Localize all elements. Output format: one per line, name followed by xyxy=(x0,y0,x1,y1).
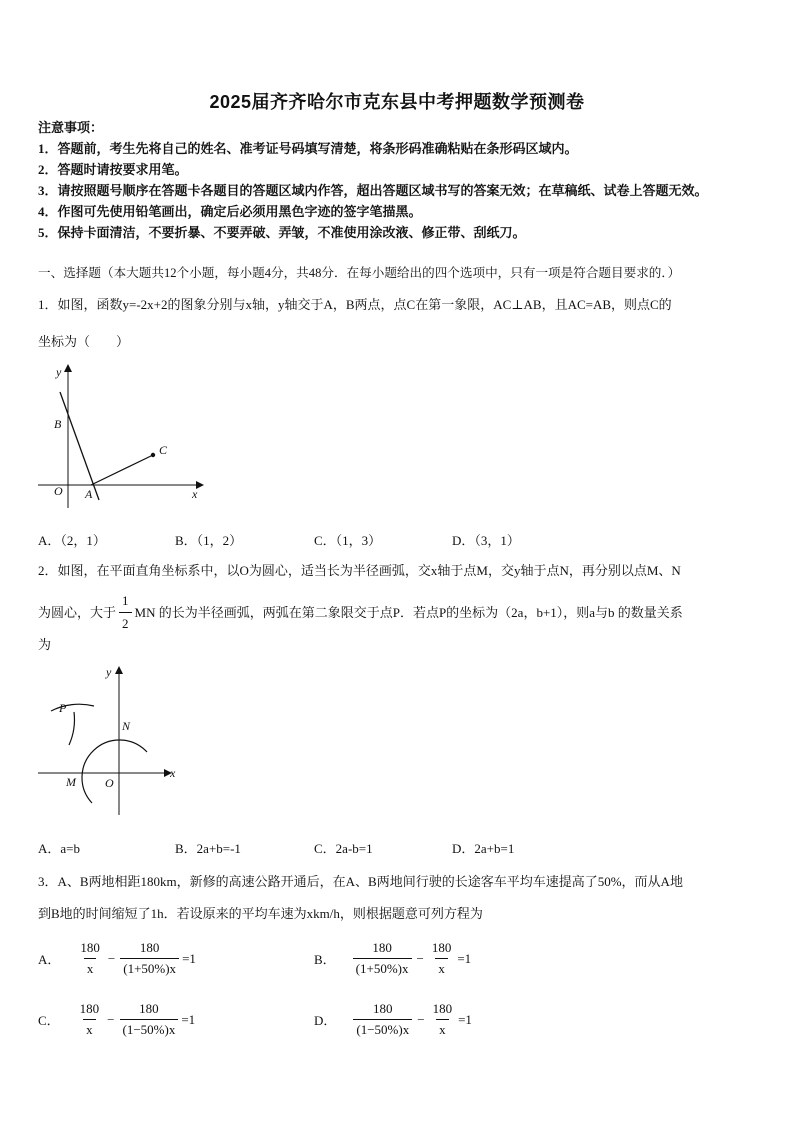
q3-rhs: =1 xyxy=(458,1011,472,1027)
q3-option-a[interactable] xyxy=(38,940,196,977)
q3-stem-line2: 到B地的时间缩短了1h．若设原来的平均车速为xkm/h，则根据题意可列方程为 xyxy=(38,906,483,921)
q1-label-o: O xyxy=(54,484,63,498)
q2-label-y: y xyxy=(106,665,112,679)
q3-fraction-num: 180 xyxy=(79,1001,100,1016)
q2-label-p: P xyxy=(59,701,67,715)
q3-option-label: B． xyxy=(314,952,336,967)
notice-item: 5．保持卡面清洁，不要折暴、不要弄破、弄皱，不准使用涂改液、修正带、刮纸刀。 xyxy=(38,225,526,240)
q3-option-d[interactable] xyxy=(314,1001,472,1038)
q3-minus: − xyxy=(416,950,424,966)
q2-option-a[interactable]: A．a=b xyxy=(38,841,80,856)
q3-fraction-num: 180 xyxy=(431,940,452,955)
notice-item: 1．答题前，考生先将自己的姓名、准考证号码填写清楚，将条形码准确粘贴在条形码区域内。 xyxy=(38,141,578,156)
q3-fraction xyxy=(429,940,455,977)
q3-stem-line1: 3．A、B两地相距180km，新修的高速公路开通后，在A、B两地间行驶的长途客车平均车速提高了50%，而从A地 xyxy=(38,874,683,889)
notice-item: 2．答题时请按要求用笔。 xyxy=(38,162,188,177)
q3-fraction xyxy=(430,1001,456,1038)
q1-label-b: B xyxy=(54,417,62,431)
q1-label-y: y xyxy=(56,365,62,379)
q2-option-b[interactable]: B．2a+b=-1 xyxy=(175,841,241,856)
q3-rhs: =1 xyxy=(182,950,196,966)
q3-option-b[interactable] xyxy=(314,940,471,977)
page-title: 2025届齐齐哈尔市克东县中考押题数学预测卷 xyxy=(209,92,585,112)
q3-rhs: =1 xyxy=(457,950,472,966)
q2-arc-from-n xyxy=(51,704,94,711)
q2-arc-from-m xyxy=(69,712,74,745)
q2-label-o: O xyxy=(105,776,114,790)
section-heading: 一、选择题（本大题共12个小题，每小题4分，共48分．在每小题给出的四个选项中，只有一项是符合题目要求的．） xyxy=(38,266,681,280)
q1-option-a[interactable]: A．（2，1） xyxy=(38,533,106,548)
q3-option-label: C． xyxy=(38,1013,60,1028)
q3-fraction-num: 180 xyxy=(80,940,100,955)
q1-option-d[interactable]: D．（3，1） xyxy=(452,533,520,548)
q2-fraction xyxy=(119,592,132,633)
q1-option-b[interactable]: B．（1，2） xyxy=(175,533,243,548)
q2-stem-line2-post: MN 的长为半径画弧，两弧在第二象限交于点P．若点P的坐标为（2a，b+1），则a与b 的数量关系 xyxy=(134,604,683,620)
q3-fraction-num: 180 xyxy=(139,940,160,955)
q2-label-n: N xyxy=(122,719,131,733)
q1-option-c[interactable]: C．（1，3） xyxy=(314,533,382,548)
q3-option-label: D． xyxy=(314,1013,337,1028)
q3-fraction xyxy=(353,940,412,977)
q3-minus: − xyxy=(107,950,116,966)
q3-fraction xyxy=(120,1001,179,1038)
q1-stem-line1: 1．如图，函数y=-2x+2的图象分别与x轴，y轴交于A，B两点，点C在第一象限，AC⊥AB，且AC=AB，则点C的 xyxy=(38,297,672,312)
q3-fraction xyxy=(120,940,179,977)
q3-rhs: =1 xyxy=(181,1011,196,1027)
q2-stem-line2-pre: 为圆心，大于 xyxy=(38,604,117,620)
q2-option-c[interactable]: C．2a-b=1 xyxy=(314,841,373,856)
q3-option-c[interactable] xyxy=(38,1001,195,1038)
q3-fraction xyxy=(77,940,103,977)
q2-label-x: x xyxy=(170,766,176,780)
q1-label-a: A xyxy=(85,487,93,501)
q1-figure xyxy=(30,360,220,510)
notice-item: 3．请按照题号顺序在答题卡各题目的答题区域内作答，超出答题区域书写的答案无效；在草稿纸、试卷上答题无效。 xyxy=(38,183,708,198)
q3-fraction-den: x xyxy=(84,958,97,977)
q3-fraction-den: x xyxy=(435,958,448,977)
q2-stem-line2 xyxy=(38,592,683,633)
q2-fraction-den: 2 xyxy=(119,612,132,633)
q3-fraction-num: 180 xyxy=(139,1001,159,1016)
q2-label-m: M xyxy=(66,775,76,789)
q3-option-label: A． xyxy=(38,952,61,967)
q3-fraction-den: (1−50%)x xyxy=(120,1019,179,1038)
q3-fraction-den: x xyxy=(83,1019,96,1038)
q3-fraction-den: (1+50%)x xyxy=(353,958,412,977)
q1-label-x: x xyxy=(192,487,198,501)
q1-point-c xyxy=(151,453,155,457)
notice-item: 4．作图可先使用铅笔画出，确定后必须用黑色字迹的签字笔描黑。 xyxy=(38,204,422,219)
q2-fraction-num: 1 xyxy=(122,593,129,608)
q2-stem-line3: 为 xyxy=(38,637,52,652)
q3-fraction-num: 180 xyxy=(373,1001,393,1016)
q3-fraction-den: x xyxy=(436,1019,449,1038)
q1-segment-ac xyxy=(91,455,153,485)
q3-minus: − xyxy=(417,1011,425,1027)
q3-minus: − xyxy=(107,1011,115,1027)
q3-fraction-num: 180 xyxy=(372,940,392,955)
q3-fraction xyxy=(77,1001,103,1038)
q3-fraction-num: 180 xyxy=(432,1001,453,1016)
q2-option-d[interactable]: D．2a+b=1 xyxy=(452,841,515,856)
q1-stem-line2: 坐标为（ ） xyxy=(38,334,130,349)
q3-fraction-den: (1+50%)x xyxy=(120,958,179,977)
notice-heading: 注意事项： xyxy=(38,120,104,135)
q2-figure xyxy=(30,660,190,818)
q3-fraction xyxy=(353,1001,412,1038)
q3-fraction-den: (1−50%)x xyxy=(353,1019,412,1038)
q1-label-c: C xyxy=(159,443,168,457)
q2-arc-mn xyxy=(82,740,147,803)
q2-stem-line1: 2．如图，在平面直角坐标系中，以O为圆心，适当长为半径画弧，交x轴于点M，交y轴于点N，再分别以点M、N xyxy=(38,563,681,578)
